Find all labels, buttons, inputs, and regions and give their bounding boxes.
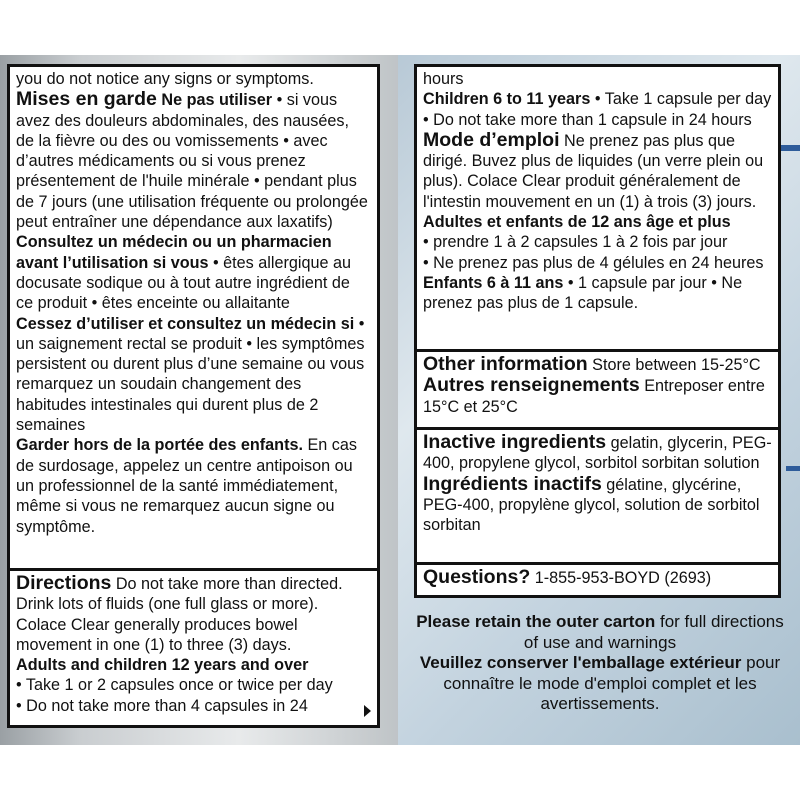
questions-block [423, 567, 772, 588]
blue-stripe-lower [786, 466, 800, 471]
consultez-heading: Consultez un médecin ou un pharmacien avant l’utilisation si vous [16, 233, 332, 272]
inactive-ingredients-section [417, 430, 778, 565]
children-block [423, 89, 772, 130]
mode-heading: Mode d’emploi [423, 128, 560, 151]
autres-block [423, 375, 772, 417]
questions-heading: Questions? [423, 566, 531, 588]
other-heading: Other information [423, 353, 588, 375]
right-drug-facts-panel [414, 64, 781, 598]
adultes-heading: Adultes et enfants de 12 ans âge et plus [423, 213, 731, 232]
enfants-heading: Enfants 6 à 11 ans [423, 273, 564, 292]
triangle-right-icon [364, 705, 371, 717]
retain-english-rest: for full directions of use and warnings [523, 612, 784, 652]
other-body: Store between 15-25°C [592, 356, 761, 374]
retain-carton-notice [415, 612, 785, 715]
enfants-body: • 1 capsule par jour • Ne prenez pas plus de 1 capsule. [423, 273, 743, 313]
continued-hours: hours [423, 70, 464, 88]
directions-block [16, 573, 371, 655]
mises-body: • si vous avez des douleurs abdominales, des nausées, de la fièvre ou des ou vomissements • avec d’autres médicaments ou si vous prenez présentement de l'huile minérale • pendant plus de 7 jours (une utilisation fréquente ou prolongée peut entraîner une dépendance aux laxatifs) [16, 91, 368, 232]
cessez-body: • un saignement rectal se produit • les symptômes persistent ou durent plus d’une semaine ou vous remarquez un soudain changement des habitudes intestinales qui durent plus de 2 semaines [16, 314, 365, 435]
mode-body: Ne prenez pas plus que dirigé. Buvez plus de liquides (un verre plein ou plus). Colace Clear produit généralement de l'intestin mouvement en un (1) à trois (3) jours. [423, 131, 764, 211]
blue-stripe [780, 145, 800, 151]
cessez-block [16, 314, 371, 436]
retain-french [415, 653, 785, 715]
directions-section [10, 571, 377, 725]
other-information-section [417, 352, 778, 430]
inactifs-heading: Ingrédients inactifs [423, 472, 602, 495]
adults-line-2: • Do not take more than 4 capsules in 24 [16, 696, 308, 715]
consultez-block [16, 232, 371, 313]
garder-body: En cas de surdosage, appelez un centre antipoison ou un professionnel de la santé immédiatement, même si vous ne remarquez aucun signe ou symptôme. [16, 436, 357, 536]
retain-english-bold: Please retain the outer carton [416, 612, 656, 631]
retain-french-bold: Veuillez conserver l'emballage extérieur [419, 653, 742, 672]
adults-heading: Adults and children 12 years and over [16, 656, 309, 675]
left-drug-facts-panel [7, 64, 380, 728]
mode-block [423, 130, 772, 212]
consultez-body: • êtes allergique au docusate sodique ou à tout autre ingrédient de ce produit • êtes enceinte ou allaitante [16, 253, 351, 313]
adultes-line-2: • Ne prenez pas plus de 4 gélules en 24 heures [423, 253, 764, 272]
inactifs-body: gélatine, glycérine, PEG-400, propylène glycol, solution de sorbitol sorbitan [423, 475, 760, 535]
retain-french-rest: pour connaître le mode d'emploi complet et les avertissements. [443, 653, 781, 713]
autres-heading: Autres renseignements [423, 374, 640, 397]
adultes-line-1: • prendre 1 à 2 capsules 1 à 2 fois par jour [423, 233, 728, 252]
directions-heading: Directions [16, 572, 112, 594]
ne-pas-utiliser: Ne pas utiliser [161, 91, 273, 110]
mises-en-garde-block [16, 89, 371, 232]
enfants-block [423, 273, 772, 314]
inactive-body: gelatin, glycerin, PEG-400, propylene glycol, sorbitol sorbitan solution [423, 434, 772, 473]
inactive-heading: Inactive ingredients [423, 431, 607, 453]
adults-line-1: • Take 1 or 2 capsules once or twice per day [16, 676, 333, 695]
other-block [423, 354, 772, 375]
directions-body: Do not take more than directed. Drink lots of fluids (one full glass or more). Colace Clear generally produces bowel movement in one (1) to three (3) days. [16, 575, 343, 654]
retain-english [415, 612, 785, 653]
warnings-section [10, 67, 377, 571]
children-body: • Take 1 capsule per day • Do not take more than 1 capsule in 24 hours [423, 90, 772, 129]
children-directions-section [417, 67, 778, 352]
autres-body: Entreposer entre 15°C et 25°C [423, 377, 765, 416]
children-heading: Children 6 to 11 years [423, 90, 591, 109]
garder-block [16, 435, 371, 536]
questions-phone: 1-855-953-BOYD (2693) [534, 569, 712, 587]
questions-section [417, 565, 778, 595]
mises-heading: Mises en garde [16, 88, 157, 111]
continued-text: you do not notice any signs or symptoms. [16, 70, 314, 88]
garder-heading: Garder hors de la portée des enfants. [16, 436, 303, 455]
inactifs-block [423, 474, 772, 536]
cessez-heading: Cessez d’utiliser et consultez un médecin si [16, 314, 355, 333]
inactive-block [423, 432, 772, 474]
